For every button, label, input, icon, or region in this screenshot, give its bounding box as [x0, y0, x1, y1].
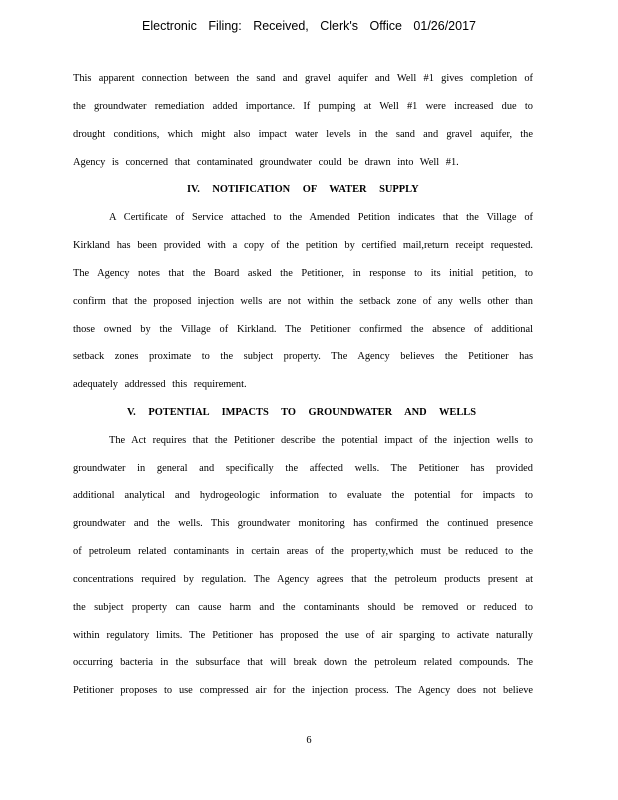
paragraph-2-line-5: those owned by the Village of Kirkland. The Petitioner confirmed the absence of additional — [73, 324, 533, 335]
paragraph-3-line-9: occurring bacteria in the subsurface that will break down the petroleum related compounds. The — [73, 657, 533, 668]
paragraph-1-line-4: Agency is concerned that contaminated groundwater could be drawn into Well #1. — [73, 157, 459, 168]
paragraph-3-line-7: the subject property can cause harm and the contaminants should be removed or reduced to — [73, 602, 533, 613]
paragraph-3-line-6: concentrations required by regulation. The Agency agrees that the petroleum products present at — [73, 574, 533, 585]
paragraph-2-line-2: Kirkland has been provided with a copy of the petition by certified mail,return receipt requested. — [73, 240, 533, 251]
paragraph-3-line-5: of petroleum related contaminants in certain areas of the property,which must be reduced to the — [73, 546, 533, 557]
section-heading-notification: IV. NOTIFICATION OF WATER SUPPLY — [187, 184, 419, 195]
filing-stamp-header: Electronic Filing: Received, Clerk's Office 01/26/2017 — [142, 19, 476, 33]
paragraph-2-line-6: setback zones proximate to the subject property. The Agency believes the Petitioner has — [73, 351, 533, 362]
section-heading-potential-impacts: V. POTENTIAL IMPACTS TO GROUNDWATER AND WELLS — [127, 407, 476, 418]
paragraph-1-line-3: drought conditions, which might also impact water levels in the sand and gravel aquifer, the — [73, 129, 533, 140]
paragraph-1-line-1: This apparent connection between the sand and gravel aquifer and Well #1 gives completion of — [73, 73, 533, 84]
paragraph-3-line-3: additional analytical and hydrogeologic information to evaluate the potential for impacts to — [73, 490, 533, 501]
paragraph-2-line-1: A Certificate of Service attached to the Amended Petition indicates that the Village of — [109, 212, 533, 223]
paragraph-1-line-2: the groundwater remediation added importance. If pumping at Well #1 were increased due to — [73, 101, 533, 112]
paragraph-3-line-4: groundwater and the wells. This groundwater monitoring has confirmed the continued presence — [73, 518, 533, 529]
page-number: 6 — [306, 735, 312, 746]
paragraph-2-line-7: adequately addressed this requirement. — [73, 379, 247, 390]
paragraph-3-line-1: The Act requires that the Petitioner describe the potential impact of the injection wells to — [109, 435, 533, 446]
paragraph-2-line-3: The Agency notes that the Board asked the Petitioner, in response to its initial petition, to — [73, 268, 533, 279]
paragraph-3-line-2: groundwater in general and specifically the affected wells. The Petitioner has provided — [73, 463, 533, 474]
paragraph-3-line-8: within regulatory limits. The Petitioner has proposed the use of air sparging to activate naturally — [73, 630, 533, 641]
paragraph-3-line-10: Petitioner proposes to use compressed air for the injection process. The Agency does not believe — [73, 685, 533, 696]
paragraph-2-line-4: confirm that the proposed injection wells are not within the setback zone of any wells other than — [73, 296, 533, 307]
